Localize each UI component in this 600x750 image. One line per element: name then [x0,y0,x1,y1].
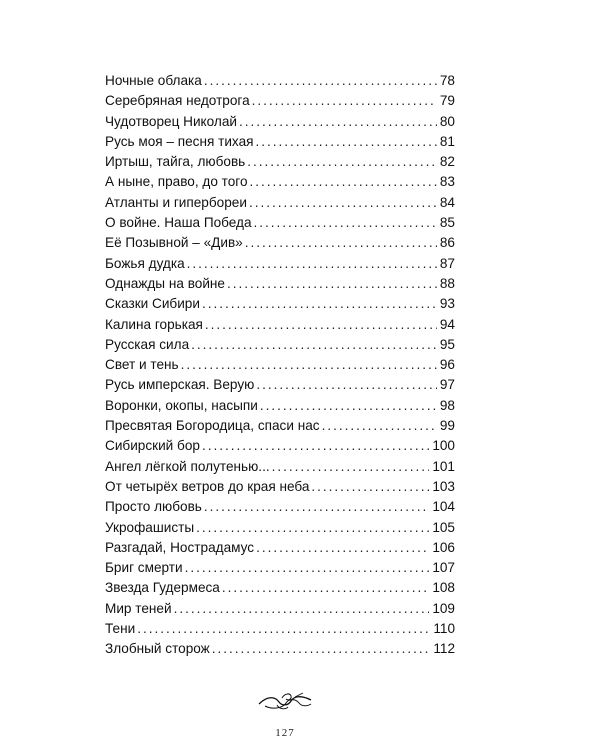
toc-entry[interactable] [105,213,455,233]
toc-entry-title: Иртыш, тайга, любовь [105,154,246,170]
dot-leader [204,71,437,91]
toc-entry-page: 78 [439,73,455,88]
toc-entry-title: Мир теней [105,600,172,616]
toc-entry-title: Просто любовь [105,499,202,515]
dot-leader [227,274,437,294]
toc-entry-title: Чудотворец Николай [105,113,237,129]
toc-entry-page: 96 [439,357,455,373]
toc-entry[interactable] [105,71,455,91]
toc-entry-title: Ночные облака [105,73,202,88]
dot-leader [187,254,437,274]
dot-leader [202,294,437,314]
toc-entry[interactable] [105,619,455,639]
toc-entry-title: Русь имперская. Верую [105,377,255,393]
toc-entry-title: От четырёх ветров до края неба [105,478,310,494]
toc-entry-title: Русь моя – песня тихая [105,133,254,149]
dot-leader [256,538,429,558]
toc-entry[interactable] [105,375,455,395]
toc-entry-title: Ангел лёгкой полутенью... [105,458,270,474]
dot-leader [137,619,430,639]
toc-entry[interactable] [105,538,455,558]
toc-entry[interactable] [105,315,455,335]
dot-leader [252,91,437,111]
toc-entry-title: Сказки Сибири [105,296,200,312]
dot-leader [181,355,437,375]
toc-entry-title: Тени [105,621,136,637]
toc-entry-title: Звезда Гудермеса [105,580,220,596]
dot-leader [256,132,437,152]
toc-entry-title: Атланты и гипербореи [105,194,247,210]
toc-entry[interactable] [105,436,455,456]
toc-entry-title: Однажды на войне [105,275,225,291]
toc-entry-page: 101 [432,458,455,474]
dot-leader [247,152,437,172]
dot-leader [196,518,429,538]
toc-entry[interactable] [105,396,455,416]
toc-entry[interactable] [105,457,455,477]
dot-leader [245,233,437,253]
toc-entry-page: 112 [433,641,455,657]
dot-leader [256,375,437,395]
toc-entry[interactable] [105,477,455,497]
dot-leader [322,416,437,436]
toc-entry[interactable] [105,294,455,314]
dot-leader [202,436,429,456]
toc-entry-page: 107 [432,560,455,576]
toc-entry-title: Сибирский бор [105,438,200,454]
toc-entry[interactable] [105,518,455,538]
toc-entry-title: Бриг смерти [105,560,183,576]
toc-entry-page: 94 [439,316,455,332]
toc-entry[interactable] [105,233,455,253]
dot-leader [311,477,429,497]
toc-entry-title: Русская сила [105,336,190,352]
dot-leader [222,578,429,598]
toc-entry-title: А ныне, право, до того [105,174,248,190]
toc-entry-title: Калина горькая [105,316,203,332]
toc-entry-page: 93 [439,296,455,312]
toc-entry-title: Разгадай, Нострадамус [105,539,255,555]
toc-entry-page: 110 [433,621,455,637]
toc-entry[interactable] [105,355,455,375]
dot-leader [260,396,437,416]
toc-entry-title: Божья дудка [105,255,185,271]
toc-entry[interactable] [105,132,455,152]
toc-entry-page: 97 [439,377,455,393]
dot-leader [205,315,437,335]
toc-entry-page: 98 [439,397,455,413]
toc-entry-page: 95 [439,336,455,352]
dot-leader [174,599,430,619]
toc-entry-page: 86 [439,235,455,251]
toc-entry-page: 81 [439,133,455,149]
table-of-contents [105,71,455,660]
toc-entry[interactable] [105,152,455,172]
toc-entry[interactable] [105,112,455,132]
toc-entry[interactable] [105,416,455,436]
toc-entry-page: 103 [432,478,455,494]
flourish-icon [255,690,315,712]
toc-entry[interactable] [105,558,455,578]
toc-entry-page: 109 [432,600,455,616]
dot-leader [239,112,437,132]
toc-entry[interactable] [105,274,455,294]
toc-entry[interactable] [105,599,455,619]
toc-entry[interactable] [105,497,455,517]
toc-entry-title: Серебряная недотрога [105,93,250,109]
toc-entry-page: 82 [439,154,455,170]
toc-entry[interactable] [105,193,455,213]
dot-leader [254,213,437,233]
toc-entry-page: 100 [432,438,455,454]
dot-leader [191,335,437,355]
dot-leader [212,639,431,659]
toc-entry-page: 99 [439,418,455,434]
toc-entry-page: 104 [432,499,455,515]
toc-entry-title: Её Позывной – «Див» [105,235,243,251]
toc-entry[interactable] [105,172,455,192]
toc-entry[interactable] [105,254,455,274]
dot-leader [204,497,429,517]
dot-leader [185,558,430,578]
toc-entry-page: 87 [439,255,455,271]
dot-leader [249,193,437,213]
toc-entry-page: 79 [439,93,455,109]
toc-entry-page: 106 [432,539,455,555]
dot-leader [250,172,437,192]
toc-entry-page: 105 [432,519,455,535]
dot-leader [272,457,430,477]
toc-entry-title: Укрофашисты [105,519,195,535]
toc-entry-title: О войне. Наша Победа [105,215,252,231]
toc-entry-title: Свет и тень [105,357,179,373]
page-number: 127 [275,727,295,739]
toc-entry-page: 108 [432,580,455,596]
toc-entry-page: 85 [439,215,455,231]
toc-entry-page: 88 [439,275,455,291]
toc-entry-page: 80 [439,113,455,129]
toc-entry-title: Воронки, окопы, насыпи [105,397,258,413]
toc-entry[interactable] [105,91,455,111]
toc-entry-title: Злобный сторож [105,641,210,657]
toc-entry[interactable] [105,639,455,659]
toc-entry[interactable] [105,335,455,355]
toc-entry[interactable] [105,578,455,598]
toc-entry-title: Пресвятая Богородица, спаси нас [105,418,320,434]
toc-entry-page: 84 [439,194,455,210]
toc-entry-page: 83 [439,174,455,190]
